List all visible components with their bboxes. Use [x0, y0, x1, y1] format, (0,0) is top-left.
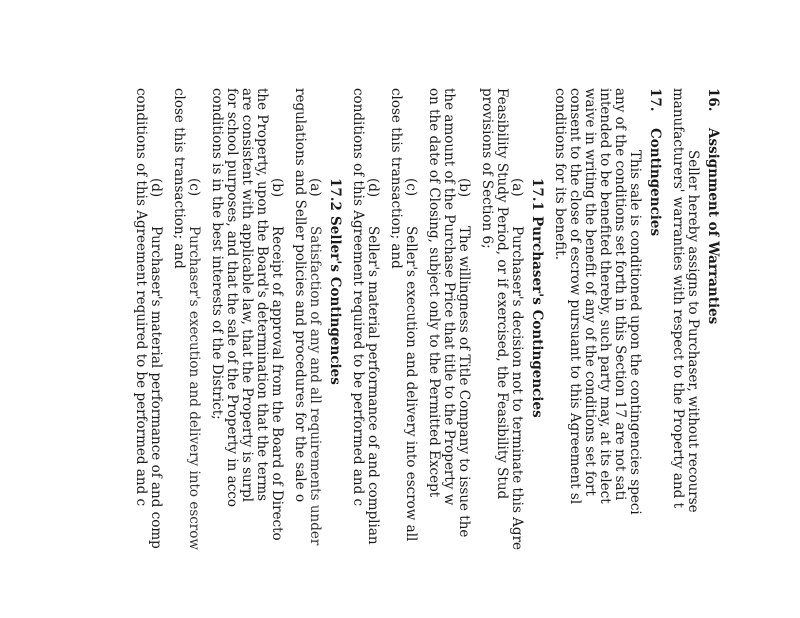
- item-label: (b): [269, 178, 285, 198]
- section-17-heading: [647, 88, 662, 618]
- item-text: Purchaser's material performance of and comp: [148, 226, 164, 549]
- section-17-line-5: consent to the close of escrow pursuant to this Agreement sl: [567, 88, 583, 505]
- item-label: (b): [456, 178, 472, 198]
- purchaser-item-c-line-2: close this transaction; and: [388, 88, 404, 269]
- seller-item-d-line-1: [148, 88, 163, 618]
- section-17-line-1: This sale is conditioned upon the contingencies speci: [627, 150, 643, 515]
- purchaser-item-b-line-1: [456, 88, 471, 618]
- subsection-17-2-heading: [327, 88, 342, 618]
- subsection-title: Purchaser's Contingencies: [529, 216, 545, 418]
- purchaser-item-b-line-2: the amount of the Purchase Price that title to the Property w: [441, 88, 457, 506]
- section-17-line-6: conditions for its benefit.: [552, 88, 568, 260]
- seller-item-b-line-1: [269, 88, 284, 618]
- section-title: Contingencies: [647, 128, 663, 237]
- subsection-title: Seller's Contingencies: [327, 216, 343, 385]
- seller-item-c-line-2: close this transaction; and: [171, 88, 187, 269]
- section-17-line-3: intended to be benefited thereby, such party may, at its elect: [597, 88, 613, 504]
- purchaser-item-a-line-3: provisions of Section 6;: [479, 88, 495, 249]
- seller-item-a-line-1: [307, 88, 322, 618]
- seller-item-b-line-5: conditions is in the best interests of the District;: [209, 88, 225, 420]
- subsection-17-1-heading: [529, 88, 544, 618]
- purchaser-item-c-line-1: [403, 88, 418, 618]
- seller-item-b-line-3: are consistent with applicable law, that the Property is surpl: [239, 88, 255, 503]
- purchaser-item-d-line-1: [365, 88, 380, 618]
- seller-item-b-line-2: the Property, upon the Board's determination that the terms: [254, 88, 270, 502]
- item-text: Receipt of approval from the Board of Directo: [269, 226, 285, 541]
- purchaser-item-a-line-2: Feasibility Study Period, or if exercised, the Feasibility Stud: [494, 88, 510, 500]
- item-label: (d): [365, 178, 381, 198]
- item-text: Purchaser's execution and delivery into escrow: [186, 226, 202, 550]
- item-label: (c): [186, 178, 202, 197]
- seller-item-d-line-2: conditions of this Agreement required to be performed and c: [133, 88, 149, 507]
- rotated-document-text: [133, 88, 720, 618]
- seller-item-c-line-1: [186, 88, 201, 618]
- section-17-line-4: waive in writing the benefit of any of the conditions set fort: [582, 88, 598, 496]
- item-text: Satisfaction of any and all requirements under: [307, 226, 323, 546]
- purchaser-item-d-line-2: conditions of this Agreement required to be performed and c: [350, 88, 366, 507]
- section-title: Assignment of Warranties: [705, 128, 721, 325]
- section-16-line-2: manufacturers' warranties with respect to the Property and t: [670, 88, 686, 508]
- section-16-line-1: Seller hereby assigns to Purchaser, without recourse: [685, 150, 701, 513]
- section-17-line-2: any of the conditions set forth in this Section 17 are not sati: [612, 88, 628, 501]
- item-text: Seller's execution and delivery into escrow all: [403, 226, 419, 542]
- item-label: (d): [148, 178, 164, 198]
- section-16-heading: [705, 88, 720, 618]
- item-text: Purchaser's decision not to terminate this Agre: [509, 226, 525, 551]
- section-number: 17.: [647, 88, 663, 112]
- item-label: (a): [307, 178, 323, 197]
- seller-item-b-line-4: for school purposes, and that the sale of the Property in acco: [224, 88, 240, 507]
- purchaser-item-a-line-1: [509, 88, 524, 618]
- item-label: (c): [403, 178, 419, 197]
- subsection-number: 17.1: [529, 178, 545, 211]
- item-text: The willingness of Title Company to issue the: [456, 226, 472, 538]
- section-number: 16.: [705, 88, 721, 112]
- subsection-number: 17.2: [327, 178, 343, 211]
- seller-item-a-line-2: regulations and Seller policies and procedures for the sale o: [292, 88, 308, 503]
- purchaser-item-b-line-3: on the date of Closing, subject only to the Permitted Except: [426, 88, 442, 498]
- item-text: Seller's material performance of and complian: [365, 226, 381, 545]
- item-label: (a): [509, 178, 525, 197]
